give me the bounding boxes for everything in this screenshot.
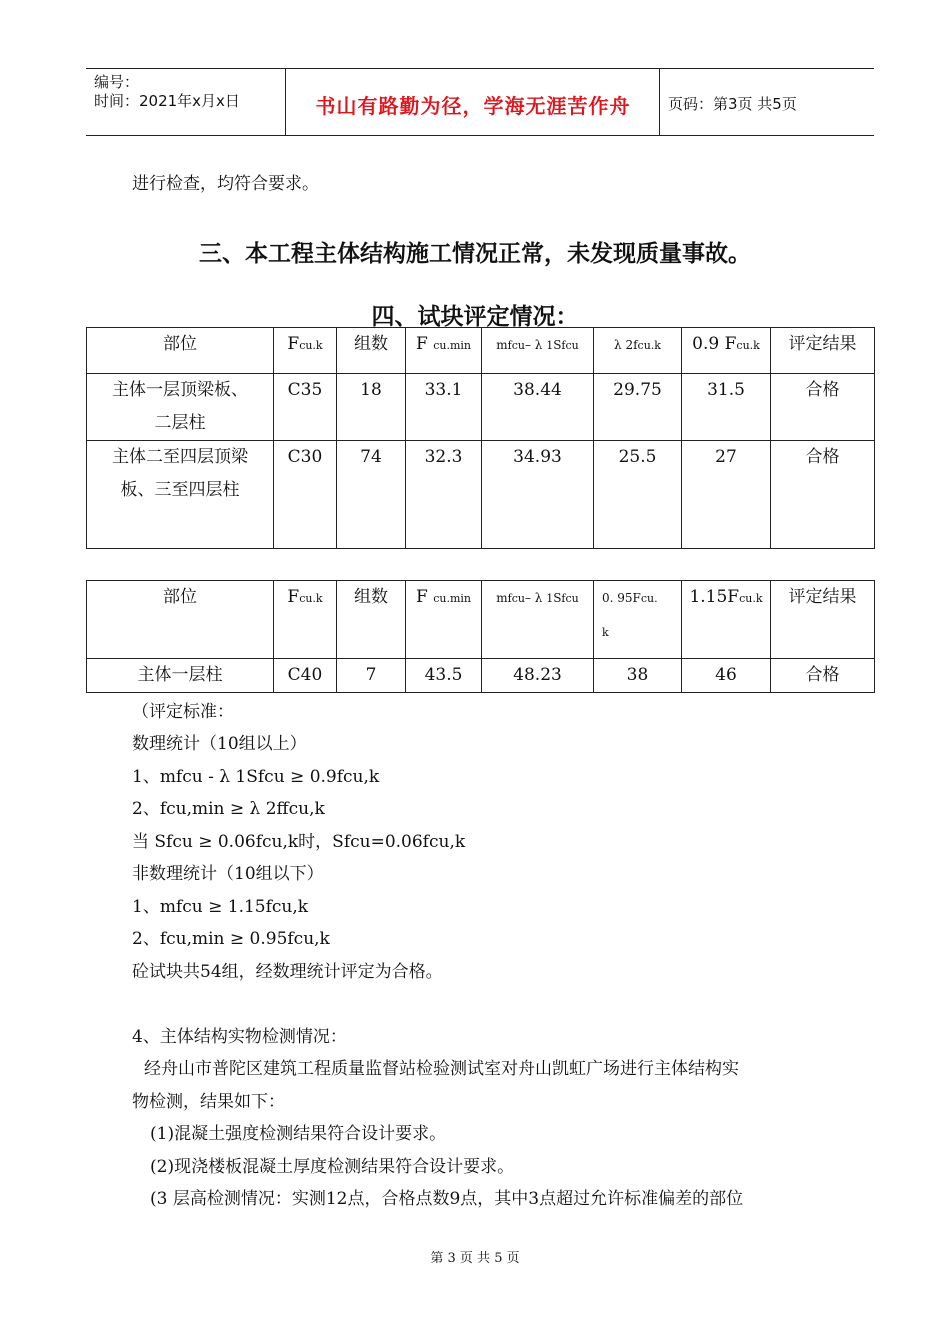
header-motto: 书山有路勤为径，学海无涯苦作舟 bbox=[315, 94, 631, 118]
cell-groups: 7 bbox=[337, 659, 406, 693]
cell-result: 合格 bbox=[771, 659, 875, 693]
cell-location: 主体一层柱 bbox=[87, 659, 274, 693]
criteria-line: 当 Sfcu ≥ 0.06fcu,k时，Sfcu=0.06fcu,k bbox=[132, 832, 466, 852]
header-divider-right bbox=[659, 68, 660, 135]
criteria-line: 2、fcu,min ≥ 0.95fcu,k bbox=[132, 929, 330, 949]
col-header-fcuk: Fcu.k bbox=[274, 581, 337, 659]
col-header-lambda2-fcuk: λ 2fcu.k bbox=[594, 328, 682, 374]
table-row bbox=[87, 374, 875, 441]
cell-mfcu: 34.93 bbox=[482, 441, 594, 549]
cell-0.9fcuk: 27 bbox=[682, 441, 771, 549]
cell-grade: C40 bbox=[274, 659, 337, 693]
col-header-1.15fcuk: 1.15Fcu.k bbox=[682, 581, 771, 659]
test-block-table-1 bbox=[86, 327, 875, 549]
section3-heading: 三、本工程主体结构施工情况正常，未发现质量事故。 bbox=[199, 241, 751, 267]
section4b-title: 4、主体结构实物检测情况： bbox=[132, 1027, 347, 1047]
table-header-row bbox=[87, 581, 875, 659]
criteria-line: 1、mfcu ≥ 1.15fcu,k bbox=[132, 897, 309, 917]
criteria-line: 2、fcu,min ≥ λ 2ffcu,k bbox=[132, 799, 325, 819]
cell-grade: C35 bbox=[274, 374, 337, 441]
cell-lambda2: 29.75 bbox=[594, 374, 682, 441]
section4-heading: 四、试块评定情况： bbox=[371, 304, 579, 330]
cell-0.95fcuk: 38 bbox=[594, 659, 682, 693]
header-page-label: 页码：第3页 共5页 bbox=[668, 95, 797, 113]
col-header-fcuk: Fcu.k bbox=[274, 328, 337, 374]
criteria-line: （评定标准： bbox=[132, 702, 234, 722]
col-header-0.9fcuk: 0.9 Fcu.k bbox=[682, 328, 771, 374]
cell-1.15fcuk: 46 bbox=[682, 659, 771, 693]
cell-groups: 18 bbox=[337, 374, 406, 441]
inspection-item: (3 层高检测情况：实测12点，合格点数9点，其中3点超过允许标准偏差的部位 bbox=[150, 1189, 744, 1209]
header-bottom-rule bbox=[86, 135, 874, 136]
cell-location: 主体一层顶梁板、 二层柱 bbox=[87, 374, 274, 441]
col-header-fcumin: F cu.min bbox=[406, 581, 482, 659]
section4b-para-line1: 经舟山市普陀区建筑工程质量监督站检验测试室对舟山凯虹广场进行主体结构实 bbox=[144, 1059, 739, 1079]
criteria-line: 数理统计（10组以上） bbox=[132, 734, 307, 754]
col-header-result: 评定结果 bbox=[771, 581, 875, 659]
table-header-row bbox=[87, 328, 875, 374]
page-footer: 第 3 页 共 5 页 bbox=[430, 1251, 520, 1266]
cell-result: 合格 bbox=[771, 441, 875, 549]
col-header-location: 部位 bbox=[87, 581, 274, 659]
criteria-line: 1、mfcu - λ 1Sfcu ≥ 0.9fcu,k bbox=[132, 767, 380, 787]
cell-location: 主体二至四层顶梁 板、三至四层柱 bbox=[87, 441, 274, 549]
cell-lambda2: 25.5 bbox=[594, 441, 682, 549]
col-header-groups: 组数 bbox=[337, 328, 406, 374]
cell-mfcu: 38.44 bbox=[482, 374, 594, 441]
inspection-item: (1)混凝土强度检测结果符合设计要求。 bbox=[150, 1124, 447, 1144]
cell-fcumin: 32.3 bbox=[406, 441, 482, 549]
col-header-mfcu-lambda-sfcu: mfcu– λ 1Sfcu bbox=[482, 581, 594, 659]
col-header-mfcu-lambda-sfcu: mfcu– λ 1Sfcu bbox=[482, 328, 594, 374]
col-header-fcumin: F cu.min bbox=[406, 328, 482, 374]
inspection-item: (2)现浇楼板混凝土厚度检测结果符合设计要求。 bbox=[150, 1157, 515, 1177]
cell-mfcu: 48.23 bbox=[482, 659, 594, 693]
header-number-label: 编号： bbox=[94, 73, 140, 91]
test-block-table-2 bbox=[86, 580, 875, 693]
header-divider-left bbox=[285, 68, 286, 135]
criteria-summary: 砼试块共54组，经数理统计评定为合格。 bbox=[132, 962, 443, 982]
cell-groups: 74 bbox=[337, 441, 406, 549]
section4b-para-line2: 物检测，结果如下： bbox=[132, 1092, 285, 1112]
criteria-line: 非数理统计（10组以下） bbox=[132, 864, 324, 884]
col-header-location: 部位 bbox=[87, 328, 274, 374]
table-row bbox=[87, 441, 875, 549]
table-row bbox=[87, 659, 875, 693]
cell-grade: C30 bbox=[274, 441, 337, 549]
cell-fcumin: 43.5 bbox=[406, 659, 482, 693]
header-time-label: 时间：2021年x月x日 bbox=[94, 92, 240, 110]
cell-fcumin: 33.1 bbox=[406, 374, 482, 441]
col-header-groups: 组数 bbox=[337, 581, 406, 659]
cell-result: 合格 bbox=[771, 374, 875, 441]
col-header-result: 评定结果 bbox=[771, 328, 875, 374]
col-header-0.95fcuk: 0. 95Fcu. k bbox=[594, 581, 682, 659]
cell-0.9fcuk: 31.5 bbox=[682, 374, 771, 441]
header-top-rule bbox=[86, 68, 874, 69]
intro-line: 进行检查，均符合要求。 bbox=[132, 174, 319, 194]
